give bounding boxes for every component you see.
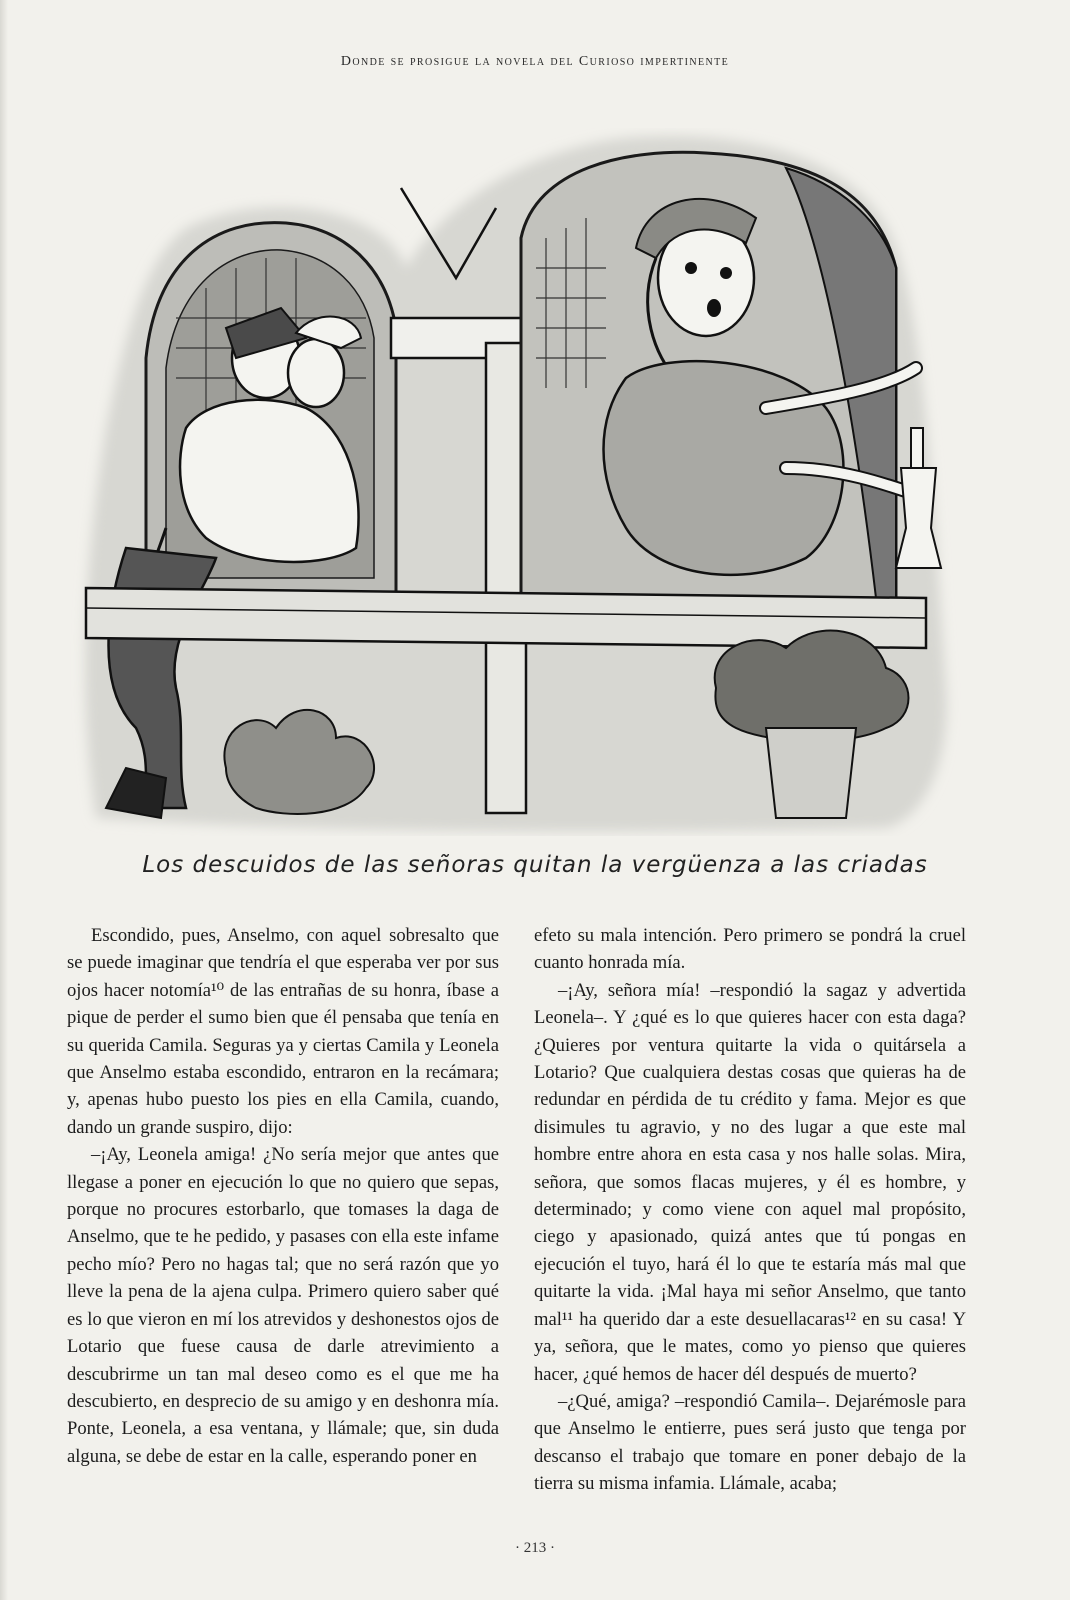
illustration-balcony-scene <box>66 128 982 836</box>
text-column-left <box>67 922 499 1470</box>
text-column-right <box>534 922 966 1498</box>
paragraph: –¿Qué, amiga? –respondió Camila–. Dejarémosle para que Anselmo le entierre, pues será justo que tenga por descanso el trabajo que tomare en poner debajo de la tierra su misma infamia. Llámale, acaba; <box>534 1390 966 1495</box>
illustration-drawing <box>66 128 982 836</box>
paragraph: –¡Ay, señora mía! –respondió la sagaz y advertida Leonela–. Y ¿qué es lo que quieres hacer con esta daga? ¿Quieres por ventura quitarte la vida o quitársela a Lotario? Que cualquiera destas cosas que quieras ha de redundar en pérdida de tu crédito y fama. Mejor es que disimules tu agravio, y no des lugar a que este mal hombre entre ahora en esta casa y nos halle solas. Mira, señora, que somos flacas mujeres, y él es hombre, y determinado; y como viene con aquel mal propósito, ciego y apasionado, quizá antes que tú pongas en ejecución el tuyo, hará él lo que te estaría más mal que quitarte la vida. ¡Mal haya mi señor Anselmo, que tanto mal¹¹ ha querido dar a este desuellacaras¹² en su casa! Y ya, señora, que le mates, como yo pienso que quieres hacer, ¿qué hemos de hacer dél después de muerto? <box>534 979 966 1385</box>
page-number: · 213 · <box>515 1540 555 1556</box>
paragraph: efeto su mala intención. Pero primero se pondrá la cruel cuanto honrada mía. <box>534 925 966 974</box>
paragraph: –¡Ay, Leonela amiga! ¿No sería mejor que antes que llegase a poner en ejecución lo que no quiero que sepas, porque no procures estorbarlo, que tomases la daga de Anselmo, que te he pedido, y pasases con ella este infame pecho mío? Pero no hagas tal; que no será razón que yo lleve la pena de la ajena culpa. Primero quiero saber qué es lo que vieron en mí los atrevidos y deshonestos ojos de Lotario que fuese causa de darle atrevimiento a descubrirme un tan mal deseo como es el que me ha descubierto, en desprecio de su amigo y en deshonra mía. Ponte, Leonela, a esa ventana, y llámale; que, sin duda alguna, se debe de estar en la calle, esperando poner en <box>67 1144 499 1467</box>
page-edge <box>0 0 8 1600</box>
running-head: Donde se prosigue la novela del Curioso impertinente <box>340 54 730 69</box>
paragraph: Escondido, pues, Anselmo, con aquel sobresalto que se puede imaginar que tendría el que esperaba ver por sus ojos hacer notomía¹⁰ de las entrañas de su honra, íbase a pique de perder el sumo bien que él pensaba que tenía en su querida Camila. Seguras ya y ciertas Camila y Leonela que Anselmo estaba escondido, entraron en la recámara; y, apenas hubo puesto los pies en ella Camila, cuando, dando un grande suspiro, dijo: <box>67 925 499 1138</box>
illustration-caption: Los descuidos de las señoras quitan la vergüenza a las criadas <box>142 852 928 878</box>
